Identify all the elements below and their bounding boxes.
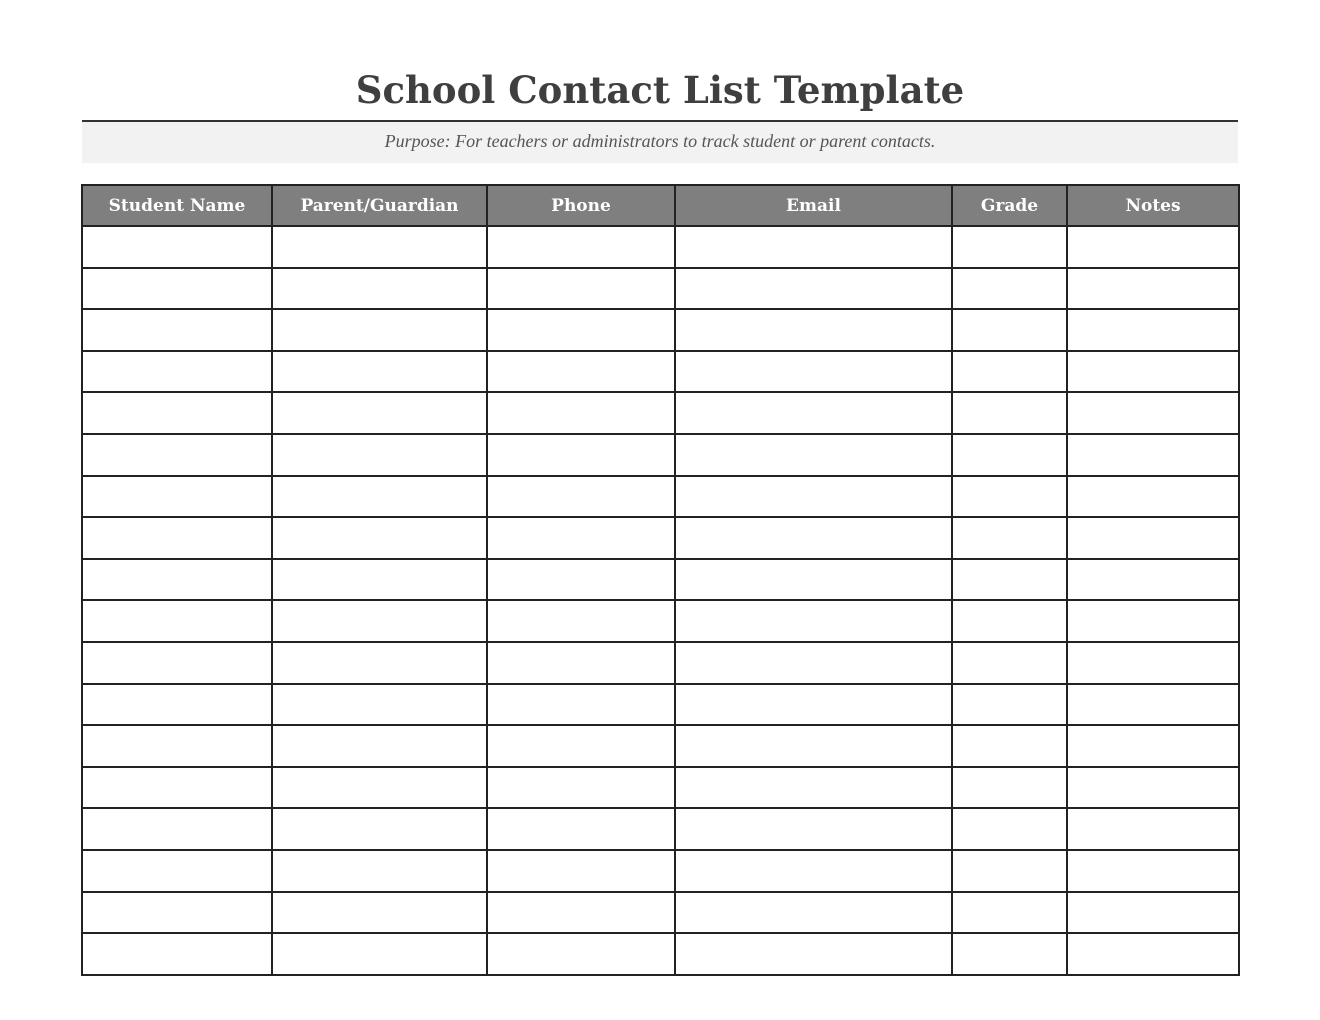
grade-cell[interactable] [952, 808, 1067, 850]
notes-cell[interactable] [1067, 725, 1239, 767]
table-row [82, 559, 1239, 601]
grade-cell[interactable] [952, 600, 1067, 642]
table-row [82, 476, 1239, 518]
student-name-cell[interactable] [82, 808, 272, 850]
email-cell[interactable] [675, 767, 952, 809]
grade-cell[interactable] [952, 351, 1067, 393]
student-name-cell[interactable] [82, 226, 272, 268]
notes-cell[interactable] [1067, 351, 1239, 393]
column-header-grade: Grade [952, 185, 1067, 226]
grade-cell[interactable] [952, 892, 1067, 934]
table-header-row [82, 185, 1239, 226]
student-name-cell[interactable] [82, 559, 272, 601]
email-cell[interactable] [675, 684, 952, 726]
phone-cell[interactable] [487, 767, 675, 809]
notes-cell[interactable] [1067, 808, 1239, 850]
parent-guardian-cell[interactable] [272, 725, 487, 767]
phone-cell[interactable] [487, 226, 675, 268]
table-row [82, 850, 1239, 892]
phone-cell[interactable] [487, 933, 675, 975]
grade-cell[interactable] [952, 434, 1067, 476]
table-row [82, 642, 1239, 684]
notes-cell[interactable] [1067, 434, 1239, 476]
purpose-banner [82, 122, 1238, 163]
notes-cell[interactable] [1067, 600, 1239, 642]
parent-guardian-cell[interactable] [272, 309, 487, 351]
notes-cell[interactable] [1067, 684, 1239, 726]
parent-guardian-cell[interactable] [272, 434, 487, 476]
table-row [82, 600, 1239, 642]
table-row [82, 725, 1239, 767]
grade-cell[interactable] [952, 642, 1067, 684]
grade-cell[interactable] [952, 850, 1067, 892]
email-cell[interactable] [675, 933, 952, 975]
parent-guardian-cell[interactable] [272, 808, 487, 850]
student-name-cell[interactable] [82, 725, 272, 767]
table-row [82, 517, 1239, 559]
grade-cell[interactable] [952, 767, 1067, 809]
parent-guardian-cell[interactable] [272, 767, 487, 809]
table-row [82, 309, 1239, 351]
grade-cell[interactable] [952, 392, 1067, 434]
student-name-cell[interactable] [82, 351, 272, 393]
parent-guardian-cell[interactable] [272, 600, 487, 642]
phone-cell[interactable] [487, 517, 675, 559]
student-name-cell[interactable] [82, 767, 272, 809]
student-name-cell[interactable] [82, 476, 272, 518]
grade-cell[interactable] [952, 226, 1067, 268]
email-cell[interactable] [675, 642, 952, 684]
notes-cell[interactable] [1067, 226, 1239, 268]
parent-guardian-cell[interactable] [272, 850, 487, 892]
phone-cell[interactable] [487, 684, 675, 726]
grade-cell[interactable] [952, 309, 1067, 351]
email-cell[interactable] [675, 392, 952, 434]
grade-cell[interactable] [952, 725, 1067, 767]
grade-cell[interactable] [952, 559, 1067, 601]
column-header-phone: Phone [487, 185, 675, 226]
phone-cell[interactable] [487, 808, 675, 850]
notes-cell[interactable] [1067, 559, 1239, 601]
grade-cell[interactable] [952, 933, 1067, 975]
notes-cell[interactable] [1067, 268, 1239, 310]
phone-cell[interactable] [487, 850, 675, 892]
grade-cell[interactable] [952, 268, 1067, 310]
student-name-cell[interactable] [82, 684, 272, 726]
phone-cell[interactable] [487, 600, 675, 642]
parent-guardian-cell[interactable] [272, 642, 487, 684]
email-cell[interactable] [675, 476, 952, 518]
email-cell[interactable] [675, 725, 952, 767]
notes-cell[interactable] [1067, 850, 1239, 892]
parent-guardian-cell[interactable] [272, 351, 487, 393]
parent-guardian-cell[interactable] [272, 933, 487, 975]
parent-guardian-cell[interactable] [272, 392, 487, 434]
phone-cell[interactable] [487, 351, 675, 393]
phone-cell[interactable] [487, 559, 675, 601]
contact-table [81, 184, 1240, 976]
phone-cell[interactable] [487, 476, 675, 518]
student-name-cell[interactable] [82, 642, 272, 684]
notes-cell[interactable] [1067, 767, 1239, 809]
notes-cell[interactable] [1067, 309, 1239, 351]
phone-cell[interactable] [487, 725, 675, 767]
student-name-cell[interactable] [82, 933, 272, 975]
parent-guardian-cell[interactable] [272, 476, 487, 518]
table-row [82, 268, 1239, 310]
parent-guardian-cell[interactable] [272, 517, 487, 559]
table-row [82, 933, 1239, 975]
parent-guardian-cell[interactable] [272, 226, 487, 268]
table-row [82, 351, 1239, 393]
student-name-cell[interactable] [82, 850, 272, 892]
parent-guardian-cell[interactable] [272, 684, 487, 726]
email-cell[interactable] [675, 226, 952, 268]
phone-cell[interactable] [487, 642, 675, 684]
email-cell[interactable] [675, 892, 952, 934]
notes-cell[interactable] [1067, 933, 1239, 975]
column-header-parent-guardian: Parent/Guardian [272, 185, 487, 226]
phone-cell[interactable] [487, 892, 675, 934]
phone-cell[interactable] [487, 268, 675, 310]
student-name-cell[interactable] [82, 268, 272, 310]
student-name-cell[interactable] [82, 600, 272, 642]
notes-cell[interactable] [1067, 392, 1239, 434]
student-name-cell[interactable] [82, 892, 272, 934]
table-body [82, 226, 1239, 975]
student-name-cell[interactable] [82, 309, 272, 351]
email-cell[interactable] [675, 434, 952, 476]
email-cell[interactable] [675, 559, 952, 601]
parent-guardian-cell[interactable] [272, 268, 487, 310]
column-header-notes: Notes [1067, 185, 1239, 226]
email-cell[interactable] [675, 517, 952, 559]
student-name-cell[interactable] [82, 517, 272, 559]
table-row [82, 767, 1239, 809]
table-row [82, 226, 1239, 268]
notes-cell[interactable] [1067, 476, 1239, 518]
notes-cell[interactable] [1067, 517, 1239, 559]
phone-cell[interactable] [487, 392, 675, 434]
grade-cell[interactable] [952, 476, 1067, 518]
table-row [82, 808, 1239, 850]
student-name-cell[interactable] [82, 392, 272, 434]
email-cell[interactable] [675, 309, 952, 351]
column-header-email: Email [675, 185, 952, 226]
email-cell[interactable] [675, 268, 952, 310]
table-row [82, 684, 1239, 726]
parent-guardian-cell[interactable] [272, 892, 487, 934]
parent-guardian-cell[interactable] [272, 559, 487, 601]
phone-cell[interactable] [487, 309, 675, 351]
student-name-cell[interactable] [82, 434, 272, 476]
page-title: School Contact List Template [355, 68, 965, 112]
table-row [82, 392, 1239, 434]
email-cell[interactable] [675, 850, 952, 892]
email-cell[interactable] [675, 600, 952, 642]
table-row [82, 434, 1239, 476]
column-header-student-name: Student Name [82, 185, 272, 226]
purpose-text: Purpose: For teachers or administrators to track student or parent contacts. [384, 131, 936, 151]
notes-cell[interactable] [1067, 892, 1239, 934]
grade-cell[interactable] [952, 517, 1067, 559]
grade-cell[interactable] [952, 684, 1067, 726]
email-cell[interactable] [675, 808, 952, 850]
phone-cell[interactable] [487, 434, 675, 476]
notes-cell[interactable] [1067, 642, 1239, 684]
table-row [82, 892, 1239, 934]
email-cell[interactable] [675, 351, 952, 393]
